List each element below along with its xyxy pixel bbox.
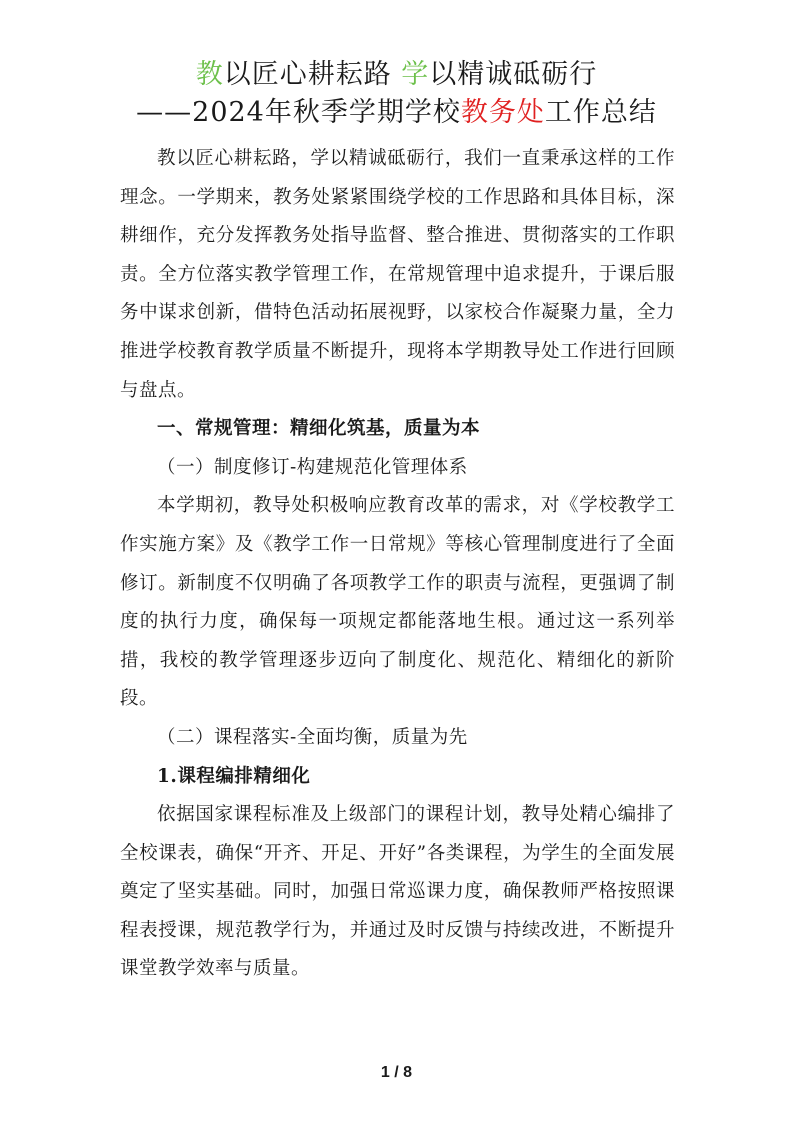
title-subtitle-start: ——2024年秋季学期学校 (136, 97, 461, 128)
title-accent-office: 教务处 (460, 97, 545, 128)
document-body (120, 140, 675, 989)
subsection-2-heading: （二）课程落实-全面均衡，质量为先 (157, 726, 468, 748)
page-number: 1 / 8 (380, 1064, 413, 1081)
intro-paragraph: 教以匠心耕耘路，学以精诚砥砺行，我们一直秉承这样的工作理念。一学期来，教务处紧紧围绕学校的工作思路和具体目标，深耕细作，充分发挥教务处指导监督、整合推进、贯彻落实的工作职责。全方位落实教学管理工作，在常规管理中追求提升，于课后服务中谋求创新，借特色活动拓展视野，以家校合作凝聚力量，全力推进学校教育教学质量不断提升，现将本学期教导处工作进行回顾与盘点。 (120, 148, 675, 401)
title-line-2 (0, 94, 793, 132)
item-1-heading: 1.课程编排精细化 (157, 765, 311, 787)
subsection-1-heading: （一）制度修订-构建规范化管理体系 (157, 456, 468, 478)
title-accent-xue: 学 (401, 59, 430, 90)
title-accent-jiao: 教 (195, 59, 224, 90)
document-title (0, 56, 793, 132)
item-1-paragraph: 依据国家课程标准及上级部门的课程计划，教导处精心编排了全校课表，确保“开齐、开足、开好”各类课程，为学生的全面发展奠定了坚实基础。同时，加强日常巡课力度，确保教师严格按照课程表授课，规范教学行为，并通过及时反馈与持续改进，不断提升课堂教学效率与质量。 (120, 804, 675, 980)
section-1-heading: 一、常规管理：精细化筑基，质量为本 (157, 418, 481, 440)
subsection-1-paragraph: 本学期初，教导处积极响应教育改革的需求，对《学校教学工作实施方案》及《教学工作一日常规》等核心管理制度进行了全面修订。新制度不仅明确了各项教学工作的职责与流程，更强调了制度的执行力度，确保每一项规定都能落地生根。通过这一系列举措，我校的教学管理逐步迈向了制度化、规范化、精细化的新阶段。 (120, 495, 675, 710)
title-text-1: 以匠心耕耘路 (223, 59, 402, 90)
title-line-1 (0, 56, 793, 94)
title-text-2: 以精诚砥砺行 (429, 59, 598, 90)
title-subtitle-end: 工作总结 (544, 97, 657, 128)
